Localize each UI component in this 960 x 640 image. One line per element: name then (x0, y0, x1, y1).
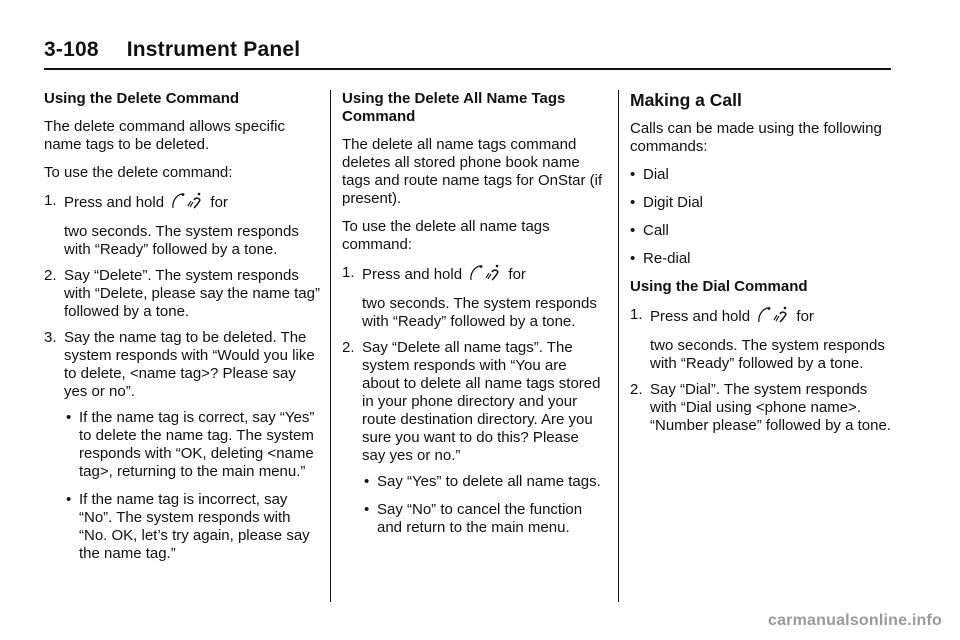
paragraph: To use the delete command: (44, 164, 233, 181)
column-divider (330, 90, 331, 602)
section-title: Instrument Panel (126, 38, 301, 61)
page-number: 3-108 (44, 38, 99, 61)
list-item: • Digit Dial (630, 194, 704, 211)
list-item: • Re-dial (630, 250, 691, 267)
paragraph: To use the delete all name tags command: (342, 218, 550, 253)
section-heading: Using the Delete Command (44, 90, 240, 107)
step-1: 1. Press and hold for (44, 192, 320, 215)
list-item: • If the name tag is incorrect, say “No”. The system responds with “No. OK, let’s try again, please say the name tag.” (66, 491, 310, 562)
step-continuation: two seconds. The system responds with “Ready” followed by a tone. (362, 295, 597, 330)
section-heading: Using the Delete All Name Tags Command (342, 90, 566, 125)
list-item: • Say “No” to cancel the function and return to the main menu. (364, 501, 583, 536)
paragraph: Calls can be made using the following commands: (630, 120, 882, 155)
section-heading: Making a Call (630, 90, 742, 110)
step-continuation: two seconds. The system responds with “Ready” followed by a tone. (64, 223, 299, 258)
subsection-heading: Using the Dial Command (630, 278, 808, 295)
list-item: • If the name tag is correct, say “Yes” to delete the name tag. The system responds with “OK, deleting <name tag>, returning to the main menu.” (66, 409, 315, 480)
column-making-a-call (630, 90, 892, 443)
step-3: 3. Say the name tag to be deleted. The system responds with “Would you like to delete, <name tag>? Please say yes or no”. (44, 329, 315, 400)
phone-voice-button-icon (170, 192, 204, 215)
page-header (44, 38, 300, 62)
list-item: • Dial (630, 166, 669, 183)
paragraph: The delete command allows specific name tags to be deleted. (44, 118, 285, 153)
step-2: 2. Say “Dial”. The system responds with “Dial using <phone name>. “Number please” followed by a tone. (630, 381, 891, 434)
column-delete-all (342, 90, 606, 547)
column-delete-command (44, 90, 320, 573)
step-2: 2. Say “Delete”. The system responds with “Delete, please say the name tag” followed by a tone. (44, 267, 320, 320)
step-1: 1. Press and hold for (630, 306, 892, 329)
step-number: 1. (44, 192, 57, 209)
watermark: carmanualsonline.info (767, 612, 942, 629)
paragraph: The delete all name tags command deletes all stored phone book name tags and route name tags for OnStar (if present). (342, 136, 603, 207)
step-2: 2. Say “Delete all name tags”. The system responds with “You are about to delete all name tags stored in your phone directory and your route destination directory. Are you sure you want to do this? Please say yes or no.” (342, 339, 601, 464)
header-rule (44, 68, 891, 70)
phone-voice-button-icon (468, 264, 502, 287)
phone-voice-button-icon (756, 306, 790, 329)
column-divider (618, 90, 619, 602)
list-item: • Call (630, 222, 669, 239)
step-continuation: two seconds. The system responds with “Ready” followed by a tone. (650, 337, 885, 372)
step-1: 1. Press and hold for (342, 264, 606, 287)
list-item: • Say “Yes” to delete all name tags. (364, 473, 601, 490)
